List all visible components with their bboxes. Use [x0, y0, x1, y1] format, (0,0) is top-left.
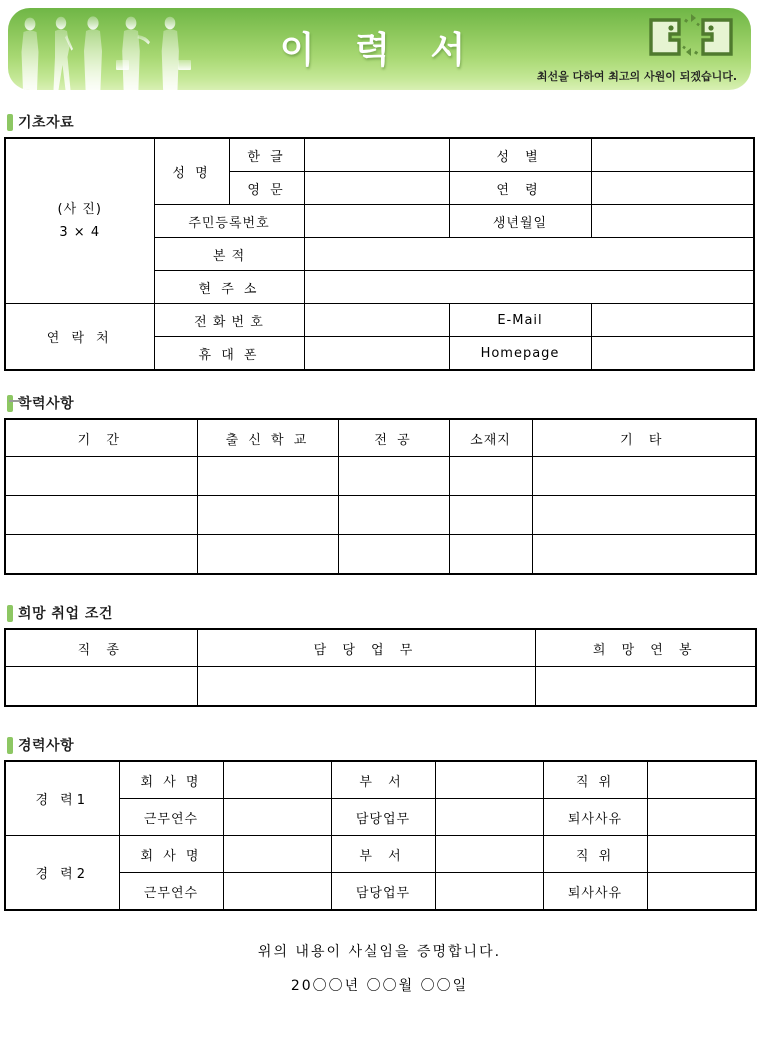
basic-data-table [4, 137, 755, 371]
label-birthdate: 생년월일 [449, 205, 591, 238]
section-header-career [7, 735, 755, 755]
career-field-dept[interactable] [435, 761, 543, 799]
label-contact: 연 락 처 [5, 304, 154, 371]
table-row [5, 667, 756, 707]
table-row [5, 304, 754, 337]
job-header-duty: 담 당 업 무 [197, 629, 535, 667]
edu-header-location: 소재지 [449, 419, 532, 457]
edu-cell-school[interactable] [197, 496, 338, 535]
label-homepage: Homepage [449, 337, 591, 371]
section-title-career: 경력사항 [18, 738, 75, 754]
label-gender: 성 별 [449, 138, 591, 172]
career-entry-label: 경 력2 [5, 836, 119, 911]
section-job-preference [4, 603, 755, 707]
career-label-leave-reason: 퇴사사유 [543, 873, 647, 911]
photo-placeholder-cell[interactable] [5, 138, 154, 304]
career-field-leave-reason[interactable] [647, 799, 756, 836]
section-bar-icon [7, 737, 13, 754]
field-name-english[interactable] [304, 172, 449, 205]
label-name-hangul: 한 글 [229, 138, 304, 172]
edu-cell-major[interactable] [338, 457, 449, 496]
career-field-years[interactable] [223, 799, 331, 836]
section-education [4, 393, 755, 575]
career-field-company[interactable] [223, 761, 331, 799]
section-header-job-preference [7, 603, 755, 623]
label-email: E-Mail [449, 304, 591, 337]
edu-header-etc: 기 타 [532, 419, 756, 457]
job-header-salary: 희 망 연 봉 [535, 629, 756, 667]
footer-date-line: 20〇〇년 〇〇월 〇〇일 [290, 978, 469, 994]
career-label-years: 근무연수 [119, 799, 223, 836]
table-header-row [5, 629, 756, 667]
section-title-education: 학력사항 [18, 396, 75, 412]
table-header-row [5, 419, 756, 457]
edu-cell-location[interactable] [449, 535, 532, 575]
career-label-dept: 부 서 [331, 761, 435, 799]
career-table [4, 760, 757, 911]
table-row [5, 535, 756, 575]
career-field-position[interactable] [647, 761, 756, 799]
edu-cell-etc[interactable] [532, 457, 756, 496]
field-mobile[interactable] [304, 337, 449, 371]
career-label-company: 회 사 명 [119, 836, 223, 873]
field-phone[interactable] [304, 304, 449, 337]
job-header-type: 직 종 [5, 629, 197, 667]
section-basic-data [4, 112, 755, 371]
label-age: 연 령 [449, 172, 591, 205]
career-label-leave-reason: 퇴사사유 [543, 799, 647, 836]
label-name: 성 명 [154, 138, 229, 205]
field-birthdate[interactable] [591, 205, 754, 238]
edu-header-period: 기 간 [5, 419, 197, 457]
field-name-hangul[interactable] [304, 138, 449, 172]
career-field-company[interactable] [223, 836, 331, 873]
edu-cell-period[interactable] [5, 457, 197, 496]
page-title: 이 력 서 [279, 30, 480, 71]
section-bar-icon [7, 114, 13, 131]
section-title-basic: 기초자료 [18, 115, 75, 131]
edu-cell-school[interactable] [197, 535, 338, 575]
resume-page [0, 8, 759, 1064]
career-entry-label: 경 력1 [5, 761, 119, 836]
job-cell-type[interactable] [5, 667, 197, 707]
field-gender[interactable] [591, 138, 754, 172]
edu-header-school: 출 신 학 교 [197, 419, 338, 457]
field-origin[interactable] [304, 238, 754, 271]
career-field-duty[interactable] [435, 873, 543, 911]
footer-declaration [0, 941, 759, 995]
career-label-duty: 담당업무 [331, 873, 435, 911]
label-phone: 전 화 번 호 [154, 304, 304, 337]
label-name-english: 영 문 [229, 172, 304, 205]
career-field-years[interactable] [223, 873, 331, 911]
label-address: 현 주 소 [154, 271, 304, 304]
photo-label-line1: (사 진) [57, 201, 102, 217]
career-label-company: 회 사 명 [119, 761, 223, 799]
banner-tagline: 최선을 다하여 최고의 사원이 되겠습니다. [536, 70, 737, 83]
career-label-position: 직 위 [543, 836, 647, 873]
field-email[interactable] [591, 304, 754, 337]
table-row [5, 761, 756, 799]
edu-cell-major[interactable] [338, 535, 449, 575]
edu-cell-period[interactable] [5, 496, 197, 535]
career-field-position[interactable] [647, 836, 756, 873]
career-label-dept: 부 서 [331, 836, 435, 873]
field-address[interactable] [304, 271, 754, 304]
two-faces-icon [645, 12, 737, 60]
section-header-basic [7, 112, 755, 132]
section-bar-icon [7, 395, 13, 412]
edu-cell-school[interactable] [197, 457, 338, 496]
career-label-years: 근무연수 [119, 873, 223, 911]
section-career [4, 735, 755, 911]
education-table [4, 418, 757, 575]
career-label-position: 직 위 [543, 761, 647, 799]
section-header-education [7, 393, 755, 413]
photo-label-line2: 3 × 4 [59, 225, 101, 240]
job-preference-table [4, 628, 757, 707]
section-bar-icon [7, 605, 13, 622]
job-cell-salary[interactable] [535, 667, 756, 707]
career-field-dept[interactable] [435, 836, 543, 873]
label-mobile: 휴 대 폰 [154, 337, 304, 371]
edu-cell-major[interactable] [338, 496, 449, 535]
edu-header-major: 전 공 [338, 419, 449, 457]
edu-cell-etc[interactable] [532, 535, 756, 575]
edu-cell-location[interactable] [449, 457, 532, 496]
field-ssn[interactable] [304, 205, 449, 238]
career-field-leave-reason[interactable] [647, 873, 756, 911]
table-row [5, 457, 756, 496]
job-cell-duty[interactable] [197, 667, 535, 707]
label-ssn: 주민등록번호 [154, 205, 304, 238]
edu-cell-period[interactable] [5, 535, 197, 575]
table-row [5, 496, 756, 535]
footer-statement: 위의 내용이 사실임을 증명합니다. [257, 944, 502, 960]
table-row [5, 138, 754, 172]
edu-cell-location[interactable] [449, 496, 532, 535]
career-label-duty: 담당업무 [331, 799, 435, 836]
table-row [5, 836, 756, 873]
header-banner [8, 8, 751, 90]
divider-artifact [9, 400, 22, 402]
career-field-duty[interactable] [435, 799, 543, 836]
section-title-job-preference: 희망 취업 조건 [18, 606, 113, 622]
edu-cell-etc[interactable] [532, 496, 756, 535]
field-homepage[interactable] [591, 337, 754, 371]
label-origin: 본 적 [154, 238, 304, 271]
field-age[interactable] [591, 172, 754, 205]
